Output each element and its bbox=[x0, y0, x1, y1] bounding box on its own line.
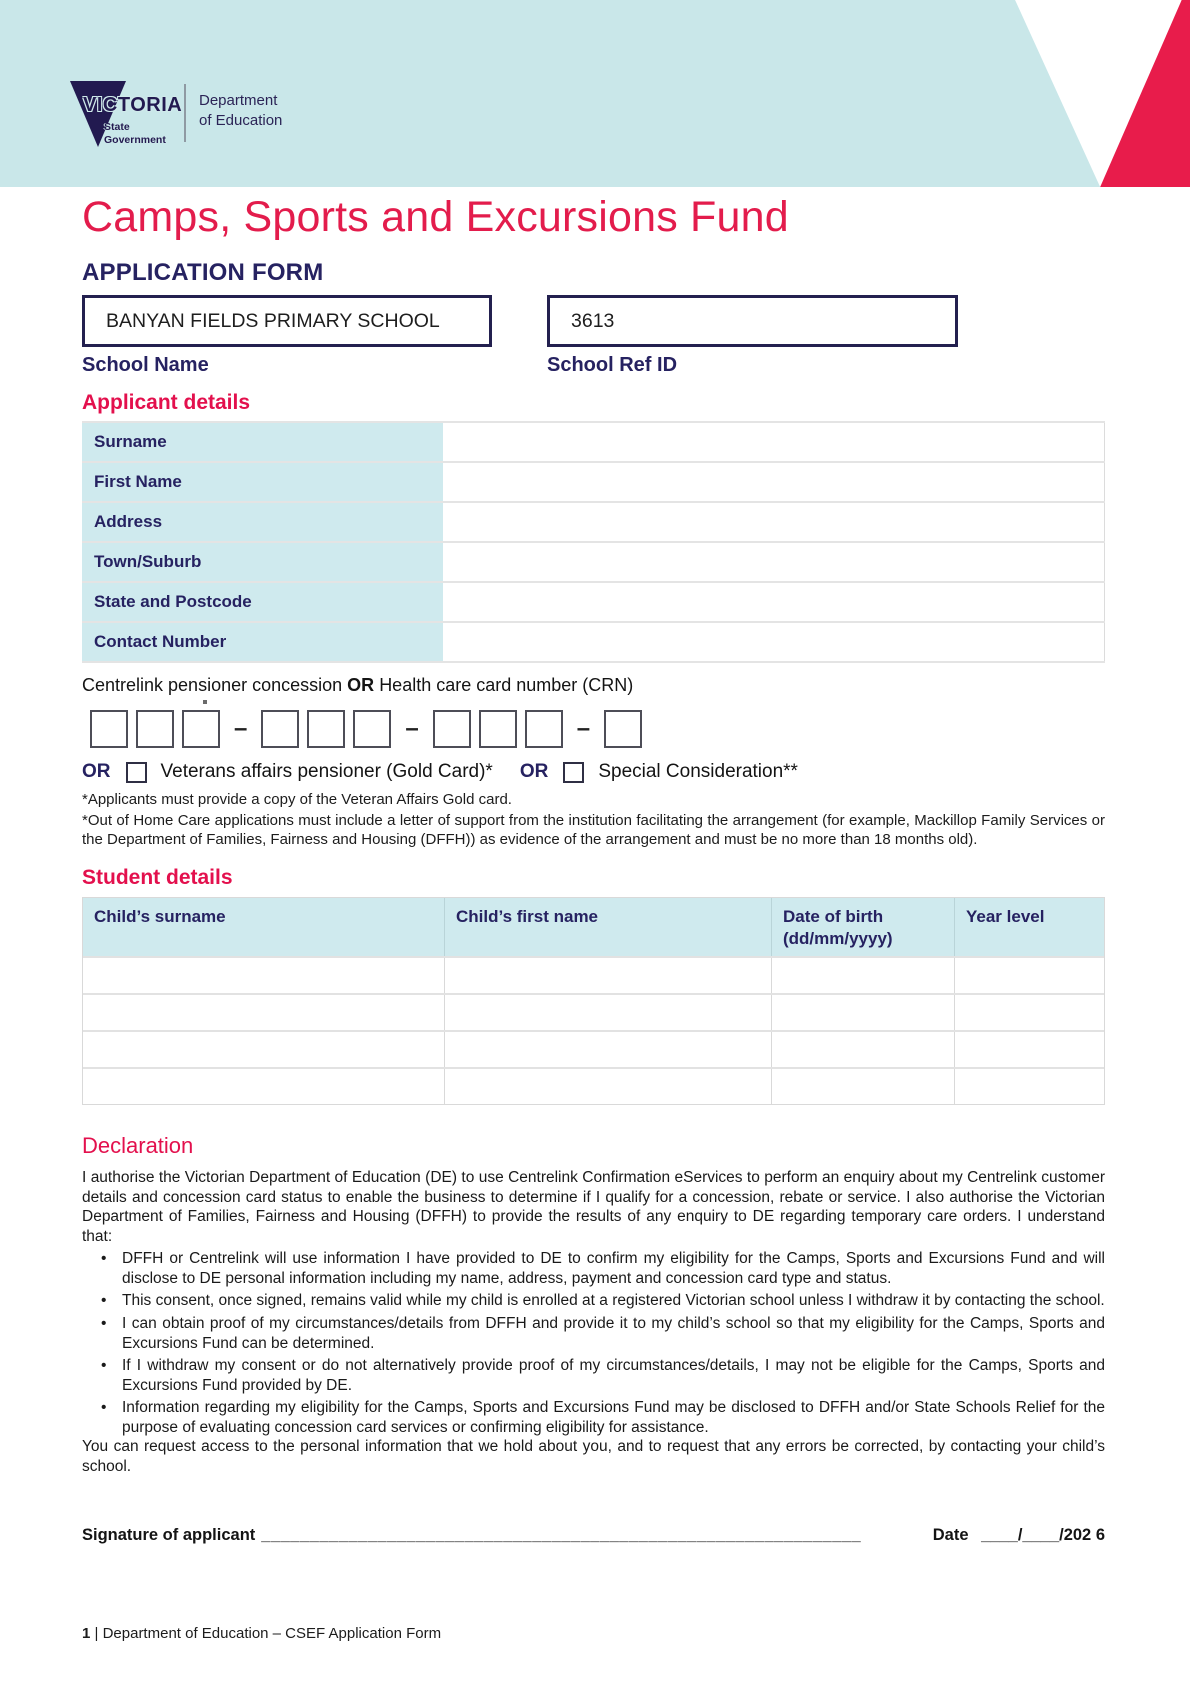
table-row bbox=[82, 503, 1105, 543]
student-cell[interactable] bbox=[83, 1032, 444, 1067]
declaration-bullet: • If I withdraw my consent or do not alternatively provide proof of my circumstances/details, I may not be eligible for the Camps, Sports and Excursions Fund provided by DE. bbox=[82, 1356, 1105, 1395]
declaration-closing: You can request access to the personal information that we hold about you, and to request that any errors be corrected, by contacting your child’s school. bbox=[82, 1438, 1105, 1475]
stray-mark bbox=[203, 700, 207, 704]
crn-digit-box[interactable] bbox=[182, 710, 220, 748]
victoria-government-logo bbox=[68, 78, 328, 150]
signature-row bbox=[82, 1526, 1105, 1545]
logo-subtext-line1: State bbox=[104, 121, 130, 133]
crn-digit-box[interactable] bbox=[353, 710, 391, 748]
logo-department-text bbox=[199, 91, 282, 130]
student-cell[interactable] bbox=[444, 1032, 771, 1067]
crn-digit-boxes-row bbox=[90, 710, 1105, 748]
crn-digit-box[interactable] bbox=[261, 710, 299, 748]
declaration-bullets bbox=[82, 1249, 1105, 1437]
crn-dash: – bbox=[576, 715, 591, 742]
crn-dash: – bbox=[405, 715, 419, 742]
crn-digit-box[interactable] bbox=[307, 710, 345, 748]
table-row bbox=[82, 543, 1105, 583]
crn-digit-box[interactable] bbox=[479, 710, 517, 748]
declaration-bullet: • Information regarding my eligibility for the Camps, Sports and Excursions Fund may be disclosed to DFFH and/or State Schools Relief for the purpose of evaluating concession card services or confirming eligibility for assistance. bbox=[82, 1398, 1105, 1437]
first-name-field[interactable] bbox=[443, 463, 1105, 501]
veterans-checkbox[interactable] bbox=[126, 762, 147, 783]
student-cell[interactable] bbox=[83, 958, 444, 993]
crn-digit-box[interactable] bbox=[525, 710, 563, 748]
page-number: 1 bbox=[82, 1625, 91, 1642]
student-cell[interactable] bbox=[83, 995, 444, 1030]
date-group bbox=[933, 1526, 1105, 1545]
table-row bbox=[82, 423, 1105, 463]
contact-number-field[interactable] bbox=[443, 623, 1105, 661]
page-footer bbox=[82, 1625, 441, 1642]
surname-label: Surname bbox=[82, 423, 443, 461]
declaration-bullet: • This consent, once signed, remains valid while my child is enrolled at a registered Victorian school unless I withdraw it by contacting the school. bbox=[82, 1291, 1105, 1311]
student-cell[interactable] bbox=[771, 1032, 954, 1067]
crn-instruction-line bbox=[82, 675, 1105, 696]
crn-group-4 bbox=[604, 710, 642, 748]
signature-line[interactable]: ______________________________________________________________ bbox=[261, 1526, 862, 1545]
school-fields-row bbox=[82, 295, 1105, 377]
student-cell[interactable] bbox=[444, 958, 771, 993]
school-name-label: School Name bbox=[82, 354, 209, 376]
year-level-header: Year level bbox=[954, 898, 1104, 956]
student-cell[interactable] bbox=[954, 1032, 1104, 1067]
student-table-header bbox=[83, 898, 1104, 956]
veterans-option-label: Veterans affairs pensioner (Gold Card)* bbox=[160, 761, 493, 782]
footnote-gold-card: *Applicants must provide a copy of the Veteran Affairs Gold card. bbox=[82, 791, 512, 808]
contact-number-label: Contact Number bbox=[82, 623, 443, 661]
crn-group-3 bbox=[433, 710, 563, 748]
state-postcode-field[interactable] bbox=[443, 583, 1105, 621]
form-content bbox=[0, 193, 1190, 1545]
date-blanks[interactable]: ____/____/202 6 bbox=[981, 1526, 1105, 1545]
town-suburb-field[interactable] bbox=[443, 543, 1105, 581]
footer-text: | Department of Education – CSEF Application Form bbox=[94, 1625, 442, 1642]
student-cell[interactable] bbox=[954, 958, 1104, 993]
table-row bbox=[82, 623, 1105, 663]
declaration-intro: I authorise the Victorian Department of Education (DE) to use Centrelink Confirmation eServices to perform an enquiry about my Centrelink customer details and concession card status to enable the business to determine if I qualify for a concession, rebate or service. I also authorise the Victorian Department of Families, Fairness and Housing (DFFH) to provide the results of any enquiry to DE regarding temporary care orders. I understand that: bbox=[82, 1169, 1105, 1245]
logo-brand-text: VICTORIA bbox=[83, 94, 183, 116]
table-row bbox=[83, 993, 1104, 1030]
address-label: Address bbox=[82, 503, 443, 541]
table-row bbox=[83, 1030, 1104, 1067]
declaration-bullet: • DFFH or Centrelink will use information I have provided to DE to confirm my eligibility for the Camps, Sports and Excursions Fund and will disclose to DE personal information including my name, address, payment and concession card type and status. bbox=[82, 1249, 1105, 1288]
student-details-table bbox=[82, 897, 1105, 1105]
crn-group-2 bbox=[261, 710, 391, 748]
table-row bbox=[82, 583, 1105, 623]
student-cell[interactable] bbox=[771, 995, 954, 1030]
student-cell[interactable] bbox=[771, 958, 954, 993]
school-ref-id-input[interactable]: 3613 bbox=[547, 295, 958, 347]
student-cell[interactable] bbox=[954, 1069, 1104, 1104]
child-first-name-header: Child’s first name bbox=[444, 898, 771, 956]
or-word: OR bbox=[82, 761, 111, 782]
student-cell[interactable] bbox=[83, 1069, 444, 1104]
footnote-out-of-home-care: *Out of Home Care applications must include a letter of support from the institution facilitating the arrangement (for example, Mackillop Family Services or the Department of Families, Fairness and Housing (DFFH)) as evidence of the arrangement and must be no more than 18 months old). bbox=[82, 812, 1105, 848]
applicant-details-table bbox=[82, 421, 1105, 663]
student-cell[interactable] bbox=[444, 1069, 771, 1104]
student-cell[interactable] bbox=[954, 995, 1104, 1030]
address-field[interactable] bbox=[443, 503, 1105, 541]
page-subtitle: APPLICATION FORM bbox=[82, 259, 324, 286]
page-title: Camps, Sports and Excursions Fund bbox=[82, 193, 789, 241]
crn-digit-box[interactable] bbox=[136, 710, 174, 748]
surname-field[interactable] bbox=[443, 423, 1105, 461]
school-name-input[interactable]: BANYAN FIELDS PRIMARY SCHOOL bbox=[82, 295, 492, 347]
logo-divider bbox=[184, 84, 186, 142]
logo-subtext bbox=[104, 121, 166, 147]
special-consideration-label: Special Consideration** bbox=[598, 761, 798, 782]
signature-label: Signature of applicant bbox=[82, 1526, 256, 1545]
declaration-bullet: • I can obtain proof of my circumstances/details from DFFH and provide it to my child’s school so that my eligibility for the Camps, Sports and Excursions Fund can be determined. bbox=[82, 1314, 1105, 1353]
student-cell[interactable] bbox=[444, 995, 771, 1030]
crn-or-word: OR bbox=[347, 675, 375, 695]
or-word: OR bbox=[519, 761, 549, 782]
crn-digit-box[interactable] bbox=[433, 710, 471, 748]
card-options-row bbox=[82, 761, 1105, 783]
school-name-group bbox=[82, 295, 492, 377]
crn-dash: – bbox=[234, 715, 248, 742]
crn-digit-box[interactable] bbox=[90, 710, 128, 748]
crn-group-1 bbox=[90, 710, 220, 748]
town-suburb-label: Town/Suburb bbox=[82, 543, 443, 581]
school-ref-id-label: School Ref ID bbox=[547, 354, 678, 376]
table-row bbox=[83, 1067, 1104, 1104]
special-consideration-checkbox[interactable] bbox=[563, 762, 584, 783]
date-label: Date bbox=[932, 1526, 969, 1545]
date-of-birth-header: Date of birth (dd/mm/yyyy) bbox=[771, 898, 954, 956]
crn-text-before: Centrelink pensioner concession bbox=[82, 675, 343, 695]
logo-department-line2: of Education bbox=[199, 111, 283, 129]
declaration-heading: Declaration bbox=[82, 1133, 194, 1159]
table-row bbox=[82, 463, 1105, 503]
state-postcode-label: State and Postcode bbox=[82, 583, 443, 621]
logo-subtext-line2: Government bbox=[104, 134, 166, 147]
table-row bbox=[83, 956, 1104, 993]
crn-text-after: Health care card number (CRN) bbox=[379, 675, 634, 695]
logo-department-line1: Department bbox=[199, 92, 278, 109]
school-ref-group bbox=[547, 295, 958, 377]
student-cell[interactable] bbox=[771, 1069, 954, 1104]
child-surname-header: Child’s surname bbox=[94, 907, 226, 927]
crn-digit-box[interactable] bbox=[604, 710, 642, 748]
student-details-heading: Student details bbox=[82, 866, 233, 890]
first-name-label: First Name bbox=[82, 463, 443, 501]
applicant-details-heading: Applicant details bbox=[82, 391, 251, 414]
header-band bbox=[0, 0, 1190, 187]
